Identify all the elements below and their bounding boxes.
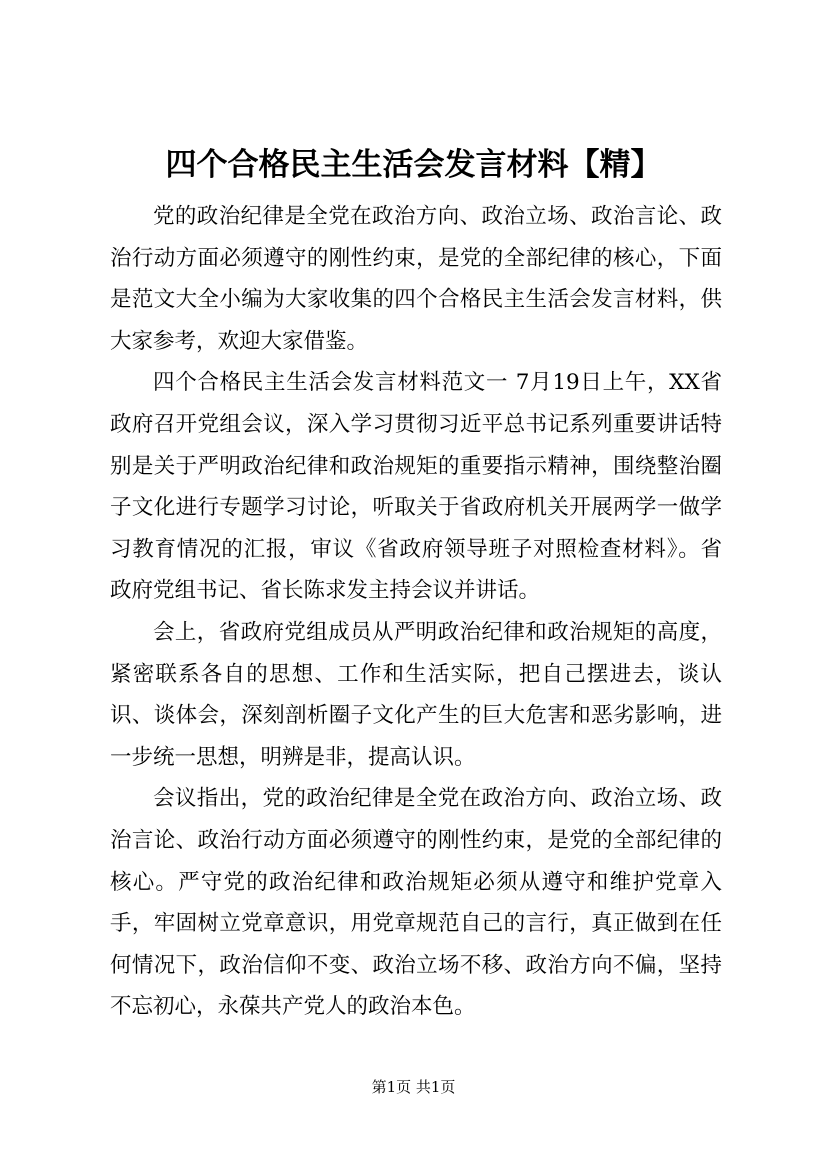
paragraph-meeting-conclusion: 会议指出，党的政治纪律是全党在政治方向、政治立场、政治言论、政治行动方面必须遵守的刚性约束，是党的全部纪律的核心。严守党的政治纪律和政治规矩必须从遵守和维护党章入手，牢固树立党章意识，用党章规范自己的言行，真正做到在任何情况下，政治信仰不变、政治立场不移、政治方向不偏，坚持不忘初心，永葆共产党人的政治本色。 <box>110 786 722 1020</box>
paragraph-intro: 党的政治纪律是全党在政治方向、政治立场、政治言论、政治行动方面必须遵守的刚性约束，是党的全部纪律的核心，下面是范文大全小编为大家收集的四个合格民主生活会发言材料，供大家参考，欢迎大家借鉴。 <box>110 204 722 354</box>
paragraph-meeting-summary: 四个合格民主生活会发言材料范文一 7月19日上午，XX省政府召开党组会议，深入学习贯彻习近平总书记系列重要讲话特别是关于严明政治纪律和政治规矩的重要指示精神，围绕整治圈子文化进行专题学习讨论，听取关于省政府机关开展两学一做学习教育情况的汇报，审议《省政府领导班子对照检查材料》。省政府党组书记、省长陈求发主持会议并讲话。 <box>110 370 722 604</box>
document-title: 四个合格民主生活会发言材料【精】 <box>165 147 662 183</box>
document-body <box>110 196 722 1028</box>
page-footer: 第1页 共1页 <box>371 1078 456 1096</box>
paragraph-member-discussion: 会上，省政府党组成员从严明政治纪律和政治规矩的高度，紧密联系各自的思想、工作和生活实际，把自己摆进去，谈认识、谈体会，深刻剖析圈子文化产生的巨大危害和恶劣影响，进一步统一思想，明辨是非，提高认识。 <box>110 619 722 770</box>
